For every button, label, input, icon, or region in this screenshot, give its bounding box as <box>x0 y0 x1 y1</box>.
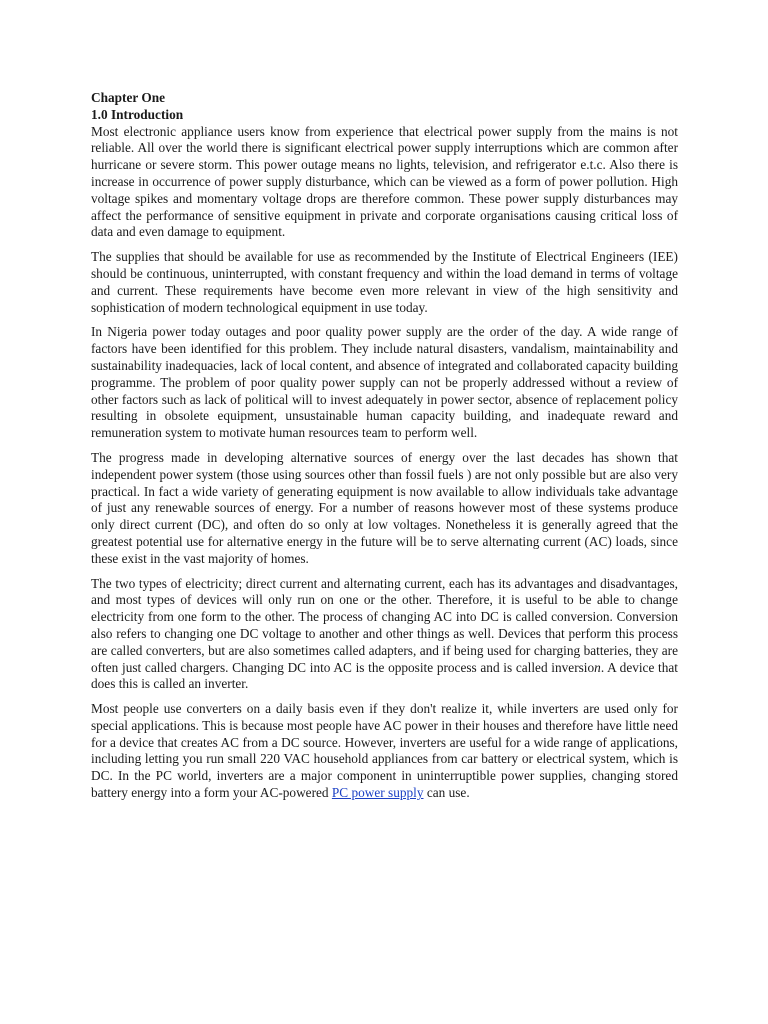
section-title: 1.0 Introduction <box>91 106 184 122</box>
paragraph-2: The supplies that should be available for use as recommended by the Institute of Electrical Engineers (IEE) should be continuous, uninterrupted, with constant frequency and within the load demand in terms of voltage and current. These requirements have become even more relevant in view of the high sensitivity and sophistication of modern technological equipment in use today. <box>91 249 678 315</box>
chapter-title: Chapter One <box>91 90 165 105</box>
paragraph-5-italic: n <box>594 659 601 675</box>
paragraph-6-text: Most people use converters on a daily basis even if they don't realize it, while inverters are used only for special applications. This is because most people have AC power in their houses and therefore have little need for a device that creates AC from a DC source. However, inverters are useful for a wide range of applications, including letting you run small 220 VAC household appliances from car battery or electrical system, which is DC. In the PC world, inverters are a major component in uninterruptible power supplies, changing stored battery energy into a form your AC-powered <box>91 701 678 801</box>
paragraph-1: Most electronic appliance users know from experience that electrical power supply from the mains is not reliable. All over the world there is significant electrical power supply interruptions which are common after hurricane or severe storm. This power outage means no lights, television, and refrigerator e.t.c. Also there is increase in occurrence of power supply disturbance, which can be viewed as a form of power pollution. High voltage spikes and momentary voltage drops are therefore common. These power supply disturbances may affect the performance of sensitive equipment in private and corporate organisations causing critical loss of data and even damage to equipment. <box>91 123 678 240</box>
pc-power-supply-link[interactable]: PC power supply <box>331 785 424 801</box>
paragraph-5 <box>91 576 678 694</box>
paragraph-6 <box>91 701 678 802</box>
paragraph-4: The progress made in developing alternative sources of energy over the last decades has shown that independent power system (those using sources other than fossil fuels ) are not only possible but are also very practical. In fact a wide variety of generating equipment is now available to allow individuals take advantage of just any renewable sources of energy. For a number of reasons however most of these systems produce only direct current (DC), and often do so only at low voltages. Nonetheless it is generally agreed that the greatest potential use for alternative energy in the future will be to serve alternating current (AC) loads, since these exist in the vast majority of homes. <box>91 449 678 566</box>
document-page <box>91 90 678 810</box>
paragraph-6-text-end: can use. <box>423 785 470 801</box>
paragraph-3: In Nigeria power today outages and poor quality power supply are the order of the day. A wide range of factors have been identified for this problem. They include natural disasters, vandalism, maintainability and sustainability inadequacies, lack of local content, and absence of integrated and collaborated capacity building programme. The problem of poor quality power supply can not be properly addressed without a review of other factors such as lack of political will to invest adequately in power sector, absence of replacement policy resulting in obsolete equipment, unsustainable human capacity building, and inadequate reward and remuneration system to motivate human resources team to perform well. <box>91 324 678 441</box>
paragraph-5-text-end: . A device that does this is called an inverter. <box>91 659 678 692</box>
paragraph-5-text: The two types of electricity; direct current and alternating current, each has its advantages and disadvantages, and most types of devices will only run on one or the other. Therefore, it is useful to be able to change electricity from one form to the other. The process of changing AC into DC is called conversion. Conversion also refers to changing one DC voltage to another and other things as well. Devices that perform this process are called converters, but are also sometimes called adapters, and if being used for charging batteries, they are often just called chargers. Changing DC into AC is the opposite process and is called inversio <box>91 575 678 675</box>
